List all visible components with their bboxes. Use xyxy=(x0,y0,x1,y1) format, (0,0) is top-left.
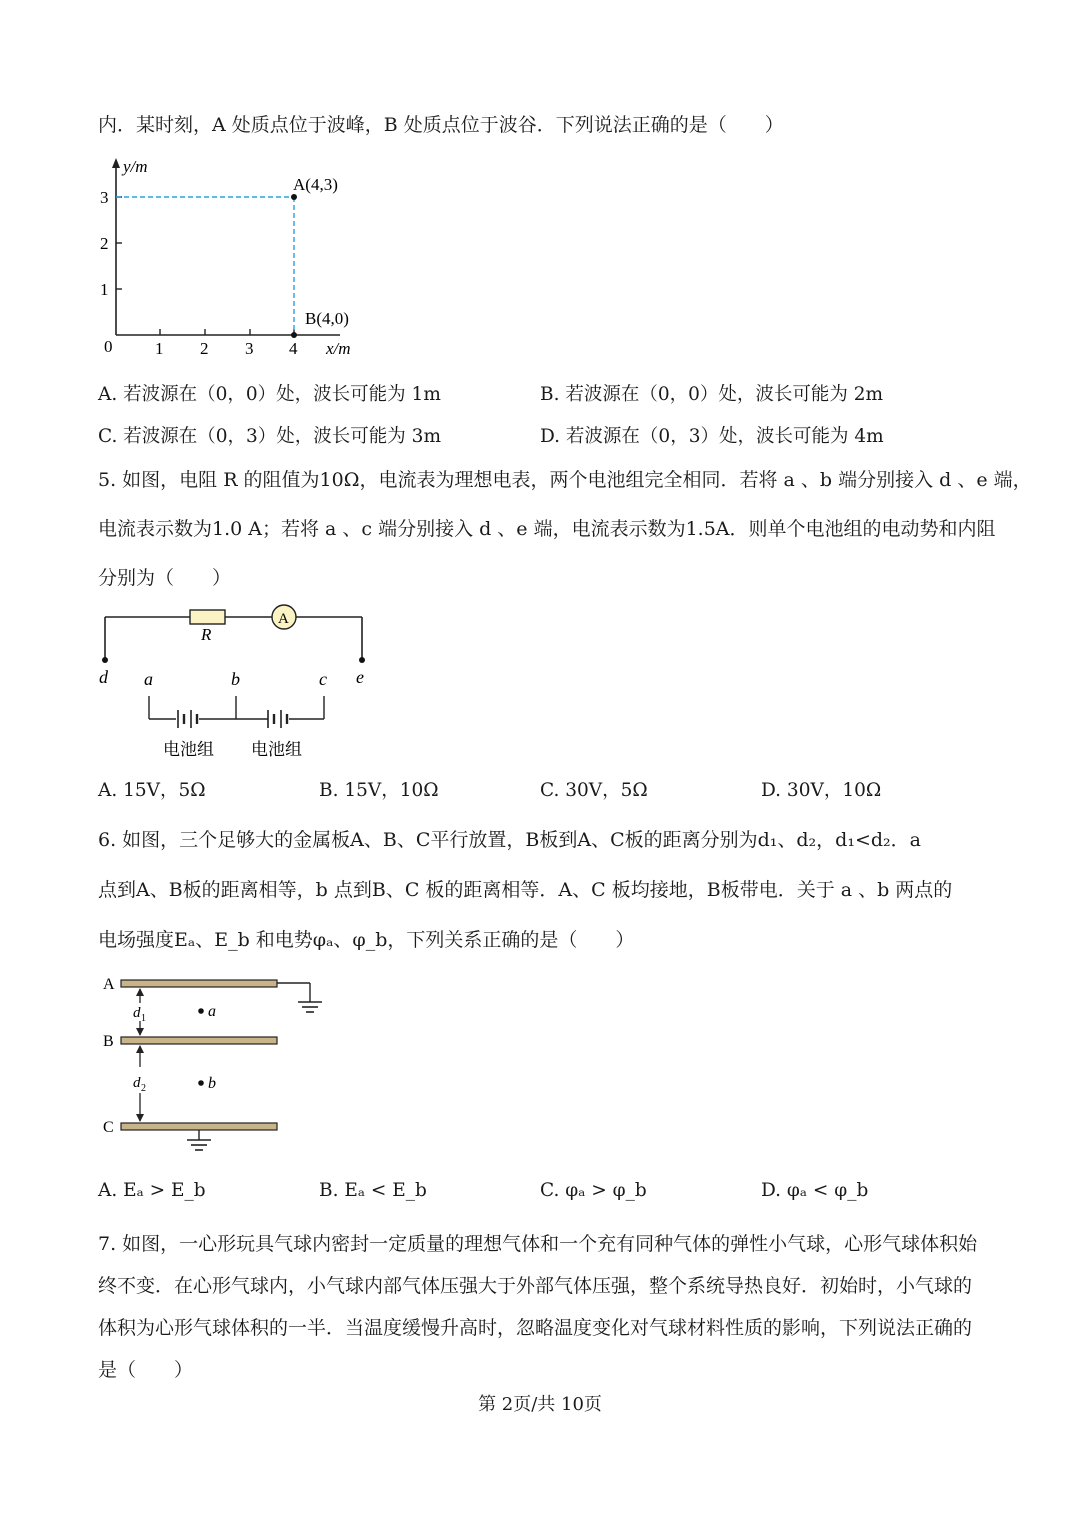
page-footer: 第 2页/共 10页 xyxy=(478,1394,602,1415)
point-b-label: B(4,0) xyxy=(305,309,349,328)
x-tick-2: 2 xyxy=(200,339,209,358)
plate-a xyxy=(121,980,277,987)
y-tick-2: 2 xyxy=(100,234,109,253)
q6-plates-figure xyxy=(95,965,345,1160)
q6-option-c: C. φₐ > φ_b xyxy=(540,1180,647,1201)
terminal-b-label: b xyxy=(231,669,240,689)
x-tick-3: 3 xyxy=(245,339,254,358)
q5-line-2: 电流表示数为1.0 A；若将 a 、c 端分别接入 d 、e 端，电流表示数为1.5A．则单个电池组的电动势和内阻 xyxy=(98,518,996,540)
terminal-e-label: e xyxy=(356,667,364,687)
q5-circuit-diagram xyxy=(90,598,390,768)
ammeter-label: A xyxy=(278,611,289,627)
point-a-label: A(4,3) xyxy=(293,175,338,194)
resistor-label: R xyxy=(201,625,212,644)
x-axis-label: x/m xyxy=(326,339,351,358)
q5-option-d: D. 30V，10Ω xyxy=(761,780,882,801)
terminal-a-label: a xyxy=(144,669,153,689)
point-b xyxy=(198,1080,204,1086)
q7-line-1: 7. 如图，一心形玩具气球内密封一定质量的理想气体和一个充有同种气体的弹性小气球，心形气球体积始 xyxy=(98,1233,978,1255)
q4-stem-tail: 内．某时刻，A 处质点位于波峰，B 处质点位于波谷．下列说法正确的是（ ） xyxy=(98,114,784,136)
plate-c xyxy=(121,1123,277,1130)
y-axis-label: y/m xyxy=(123,157,148,176)
d1-subscript: 1 xyxy=(141,1013,146,1024)
q6-line-2: 点到A、B板的距离相等，b 点到B、C 板的距离相等．A、C 板均接地，B板带电．关于 a 、b 两点的 xyxy=(98,879,953,901)
y-tick-1: 1 xyxy=(100,280,109,299)
resistor xyxy=(190,610,225,624)
y-axis-arrow xyxy=(112,158,120,168)
plate-a-label: A xyxy=(103,976,115,993)
d1-label: d xyxy=(133,1005,141,1021)
d2-label: d xyxy=(133,1075,141,1091)
point-b xyxy=(291,332,297,338)
q5-option-c: C. 30V，5Ω xyxy=(540,780,648,801)
q5-line-3: 分别为（ ） xyxy=(98,567,232,589)
q4-option-a: A. 若波源在（0，0）处，波长可能为 1m xyxy=(98,384,441,405)
q6-line-1: 6. 如图，三个足够大的金属板A、B、C平行放置，B板到A、C板的距离分别为d₁、d₂，d₁<d₂．a xyxy=(98,829,921,851)
y-tick-3: 3 xyxy=(100,188,109,207)
x-tick-1: 1 xyxy=(155,339,164,358)
d2-subscript: 2 xyxy=(141,1083,146,1094)
terminal-d-label: d xyxy=(99,667,108,687)
q7-line-3: 体积为心形气球体积的一半．当温度缓慢升高时，忽略温度变化对气球材料性质的影响，下列说法正确的 xyxy=(98,1317,973,1339)
point-b-label: b xyxy=(208,1075,216,1092)
q5-option-b: B. 15V，10Ω xyxy=(319,780,439,801)
q6-option-b: B. Eₐ < E_b xyxy=(319,1180,427,1201)
point-a xyxy=(291,194,297,200)
q7-line-4: 是（ ） xyxy=(98,1359,194,1381)
q7-line-2: 终不变．在心形气球内，小气球内部气体压强大于外部气体压强，整个系统导热良好．初始时，小气球的 xyxy=(98,1275,973,1297)
battery-1-label: 电池组 xyxy=(163,740,214,759)
q4-option-d: D. 若波源在（0，3）处，波长可能为 4m xyxy=(540,426,884,447)
q4-wave-graph xyxy=(95,150,375,365)
x-tick-4: 4 xyxy=(289,339,298,358)
q5-line-1: 5. 如图，电阻 R 的阻值为10Ω，电流表为理想电表，两个电池组完全相同．若将 a 、b 端分别接入 d 、e 端， xyxy=(98,469,1032,491)
origin-label: 0 xyxy=(104,337,113,356)
terminal-d-dot xyxy=(102,657,108,663)
point-a-label: a xyxy=(208,1003,216,1020)
q6-option-d: D. φₐ < φ_b xyxy=(761,1180,869,1201)
plate-c-label: C xyxy=(103,1119,114,1136)
q6-line-3: 电场强度Eₐ、E_b 和电势φₐ、φ_b，下列关系正确的是（ ） xyxy=(98,929,635,951)
q4-option-c: C. 若波源在（0，3）处，波长可能为 3m xyxy=(98,426,441,447)
plate-b xyxy=(121,1037,277,1044)
plate-b-label: B xyxy=(103,1033,114,1050)
point-a xyxy=(198,1008,204,1014)
q6-option-a: A. Eₐ > E_b xyxy=(98,1180,206,1201)
terminal-c-label: c xyxy=(319,669,327,689)
q5-option-a: A. 15V，5Ω xyxy=(98,780,206,801)
q4-option-b: B. 若波源在（0，0）处，波长可能为 2m xyxy=(540,384,884,405)
battery-2-label: 电池组 xyxy=(251,740,302,759)
terminal-e-dot xyxy=(359,657,365,663)
